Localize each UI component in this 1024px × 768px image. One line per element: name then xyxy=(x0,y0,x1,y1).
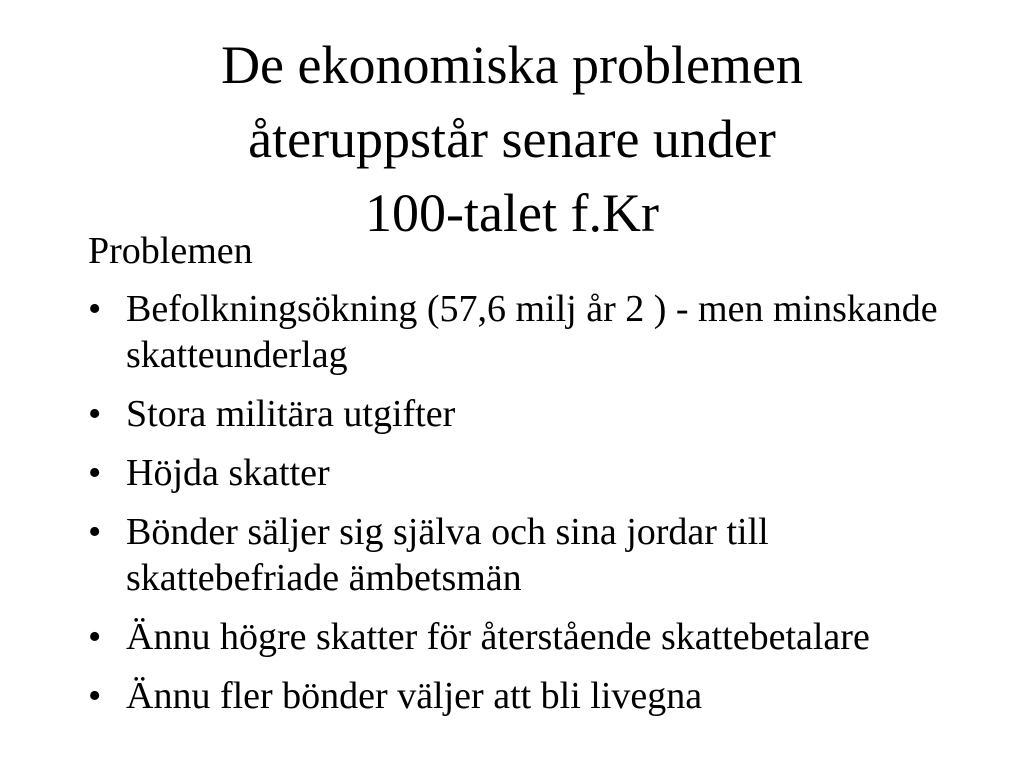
title-line: återuppstår senare under xyxy=(248,109,776,169)
bullet-text: Höjda skatter xyxy=(126,452,330,494)
bullet-item xyxy=(88,450,988,496)
bullet-icon: • xyxy=(88,288,102,330)
bullet-icon: • xyxy=(88,511,102,553)
bullet-text: Ännu högre skatter för återstående skattebetalare xyxy=(126,616,870,658)
bullet-item xyxy=(88,391,988,437)
bullet-item xyxy=(88,509,988,601)
bullet-text: Ännu fler bönder väljer att bli livegna xyxy=(126,675,703,717)
bullet-text: Befolkningsökning (57,6 milj år 2 ) - men minskande skatteunderlag xyxy=(126,288,938,376)
bullet-list xyxy=(88,286,988,719)
bullet-text: Bönder säljer sig själva och sina jordar till skattebefriade ämbetsmän xyxy=(126,511,769,599)
title-line: 100-talet f.Kr xyxy=(365,183,659,243)
bullet-icon: • xyxy=(88,393,102,435)
bullet-item xyxy=(88,673,988,719)
title-line: De ekonomiska problemen xyxy=(221,35,803,95)
bullet-item xyxy=(88,614,988,660)
slide-body xyxy=(88,228,988,732)
slide-title xyxy=(0,28,1024,250)
bullet-icon: • xyxy=(88,675,102,717)
lead-text: Problemen xyxy=(88,230,253,272)
bullet-icon: • xyxy=(88,616,102,658)
bullet-icon: • xyxy=(88,452,102,494)
bullet-text: Stora militära utgifter xyxy=(126,393,456,435)
bullet-item xyxy=(88,286,988,378)
